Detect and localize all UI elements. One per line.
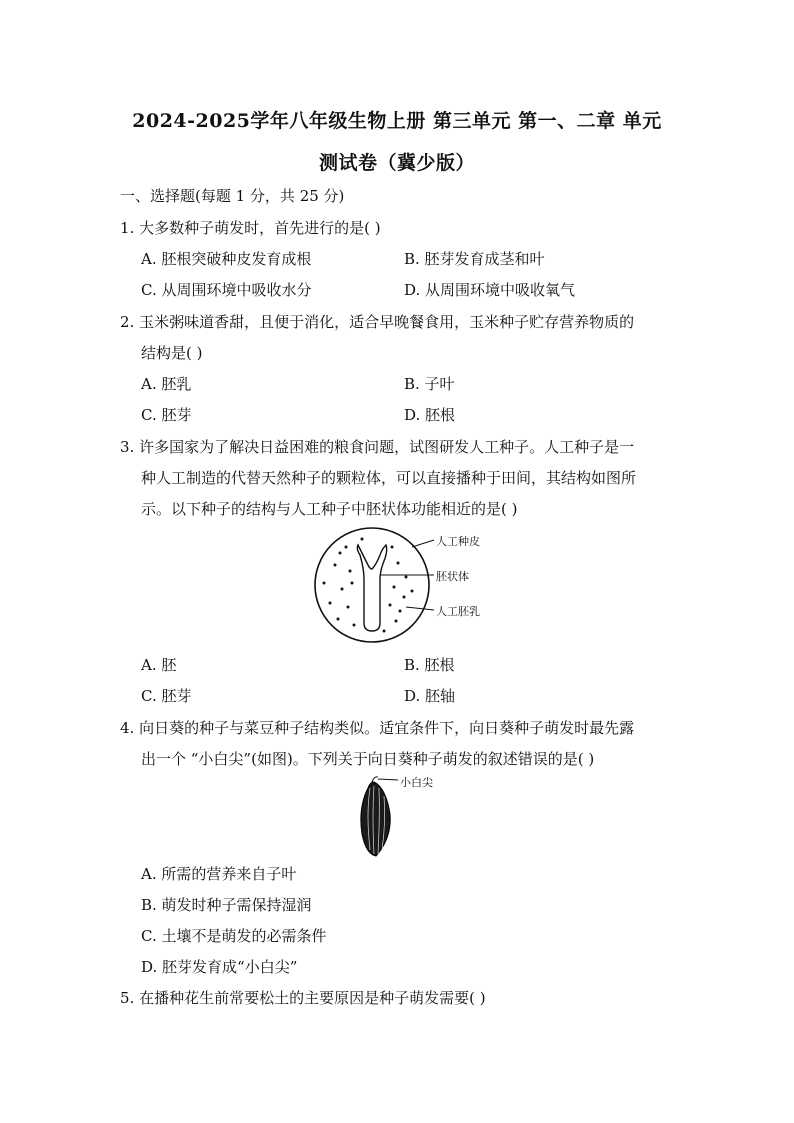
question-1-option-a: A. 胚根突破种皮发育成根	[141, 250, 312, 268]
question-1-option-c: C. 从周围环境中吸收水分	[141, 281, 312, 299]
question-2-stem-line1: 2. 玉米粥味道香甜，且便于消化，适合早晚餐食用，玉米种子贮存营养物质的	[120, 313, 635, 331]
document-title-line1: 2024-2025学年八年级生物上册 第三单元 第一、二章 单元	[132, 110, 662, 132]
question-2-option-a: A. 胚乳	[141, 375, 192, 393]
question-2-option-b: B. 子叶	[404, 375, 455, 393]
question-4-option-d: D. 胚芽发育成“小白尖”	[141, 958, 298, 976]
question-3-option-b: B. 胚根	[404, 656, 455, 674]
question-4-option-b: B. 萌发时种子需保持湿润	[141, 896, 312, 914]
question-2-stem-line2: 结构是( )	[141, 344, 203, 362]
question-3-option-d: D. 胚轴	[404, 687, 456, 705]
little-white-tip	[372, 777, 378, 782]
label-embryoid: 胚状体	[436, 571, 469, 583]
question-4-stem-line2: 出一个 “小白尖”(如图)。下列关于向日葵种子萌发的叙述错误的是( )	[141, 750, 595, 768]
document-title-line2: 测试卷（冀少版）	[318, 152, 475, 174]
question-4-option-a: A. 所需的营养来自子叶	[141, 865, 297, 883]
label-artificial-seed-coat: 人工种皮	[436, 536, 480, 548]
question-3-stem-line1: 3. 许多国家为了解决日益困难的粮食问题，试图研发人工种子。人工种子是一	[120, 438, 635, 456]
pointer-line-coat	[412, 540, 434, 547]
section-heading: 一、选择题(每题 1 分，共 25 分)	[120, 187, 345, 205]
question-2-option-d: D. 胚根	[404, 406, 456, 424]
question-3-stem-line2: 种人工制造的代替天然种子的颗粒体，可以直接播种于田间，其结构如图所	[141, 469, 637, 487]
question-1-option-d: D. 从周围环境中吸收氧气	[404, 281, 576, 299]
question-1-stem: 1. 大多数种子萌发时，首先进行的是( )	[120, 219, 381, 237]
pointer-line-tip	[378, 779, 398, 780]
question-3-option-c: C. 胚芽	[141, 687, 192, 705]
label-little-white-tip: 小白尖	[400, 777, 433, 789]
question-3-option-a: A. 胚	[141, 656, 177, 674]
label-artificial-endosperm: 人工胚乳	[436, 606, 480, 618]
question-3-stem-line3: 示。以下种子的结构与人工种子中胚状体功能相近的是( )	[141, 500, 518, 518]
question-2-option-c: C. 胚芽	[141, 406, 192, 424]
sunflower-seed-shell	[361, 782, 390, 856]
question-4-option-c: C. 土壤不是萌发的必需条件	[141, 927, 327, 945]
question-1-option-b: B. 胚芽发育成茎和叶	[404, 250, 545, 268]
question-4-stem-line1: 4. 向日葵的种子与菜豆种子结构类似。适宜条件下，向日葵种子萌发时最先露	[120, 719, 635, 737]
question-5-stem: 5. 在播种花生前常要松土的主要原因是种子萌发需要( )	[120, 989, 486, 1007]
